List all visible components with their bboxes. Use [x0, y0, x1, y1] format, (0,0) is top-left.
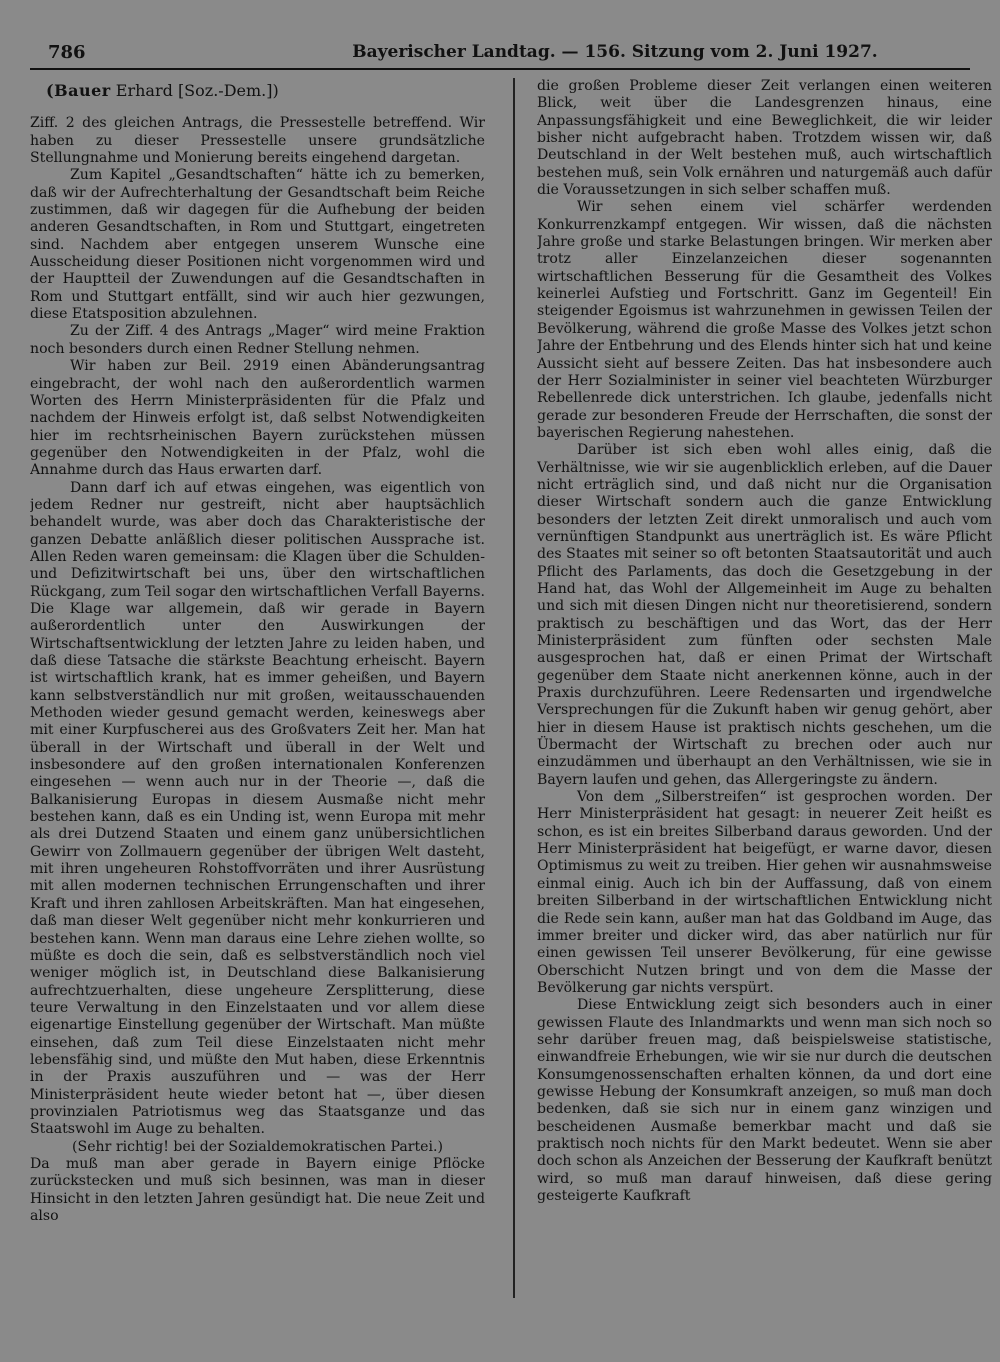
speaker-line: [46, 82, 485, 99]
speaker-surname: (Bauer: [46, 81, 111, 100]
left-column: [30, 78, 485, 1348]
paragraph: Wir haben zur Beil. 2919 einen Abänderungsantrag eingebracht, der wohl nach den außerordentlich warmen Worten des Herrn Ministerpräsidenten für die Pfalz und nachdem der Hinweis erfolgt ist, daß selbst Notwendigkeiten hier im rechtsrheinischen Bayern zurückstehen müssen gegenüber den Notwendigkeiten in der Pfalz, wohl die Annahme durch das Haus erwarten darf.: [30, 358, 485, 479]
paragraph: Wir sehen einem viel schärfer werdenden Konkurrenzkampf entgegen. Wir wissen, daß die nächsten Jahre große und starke Belastungen bringen. Wir merken aber trotz aller Einzelanzeichen dieser sogenannten wirtschaftlichen Besserung für die Gesamtheit des Volkes keinerlei Aufstieg und Fortschritt. Ganz im Gegenteil! Ein steigender Egoismus ist wahrzunehmen in gewissen Teilen der Bevölkerung, während die große Masse des Volkes jetzt schon Jahre der Entbehrung und des Elends hinter sich hat und keine Aussicht sieht auf bessere Zeiten. Das hat insbesondere auch der Herr Sozialminister in seiner viel beachteten Würzburger Rebellenrede dick unterstrichen. Ich glaube, jedenfalls nicht gerade zur besonderen Freude der Herrschaften, die sonst der bayerischen Regierung nahestehen.: [537, 199, 992, 441]
paragraph: Ziff. 2 des gleichen Antrags, die Pressestelle betreffend. Wir haben zu dieser Pressestelle unsere grundsätzliche Stellungnahme und Monierung bereits eingehend dargetan.: [30, 115, 485, 167]
page-header: [30, 38, 970, 70]
speaker-details: Erhard [Soz.-Dem.]): [110, 81, 279, 100]
paragraph: Darüber ist sich eben wohl alles einig, daß die Verhältnisse, wie wir sie augenblicklich erleben, auf die Dauer nicht erträglich sind, und daß nicht nur die Organisation dieser Wirtschaft sondern auch die ganze Entwicklung besonders der letzten Zeit direkt unmoralisch und auch vom vernünftigen Standpunkt aus unerträglich ist. Es wäre Pflicht des Staates mit seiner so oft betonten Staatsautorität und auch Pflicht des Parlaments, das doch die Gesetzgebung in der Hand hat, das Wohl der Allgemeinheit im Auge zu behalten und sich mit diesen Dingen nicht nur theoretisierend, sondern praktisch zu beschäftigen und das Wort, das der Herr Ministerpräsident zum fünften oder sechsten Male ausgesprochen hat, daß er einen Primat der Wirtschaft gegenüber dem Staate nicht anerkennen könne, auch in der Praxis durchzuführen. Leere Redensarten und irgendwelche Versprechungen für die Zukunft haben wir genug gehört, aber hier in diesem Hause ist praktisch nichts geschehen, um die Übermacht der Wirtschaft zu brechen oder auch nur einzudämmen und überhaupt an den Verhältnissen, wie sie in Bayern laufen und gehen, das Allergeringste zu ändern.: [537, 442, 992, 788]
running-head: Bayerischer Landtag. — 156. Sitzung vom 2. Juni 1927.: [352, 42, 878, 62]
interjection: (Sehr richtig! bei der Sozialdemokratischen Partei.): [72, 1138, 443, 1155]
paragraph: Von dem „Silberstreifen“ ist gesprochen worden. Der Herr Ministerpräsident hat gesagt: in neuerer Zeit heißt es schon, es ist ein breites Silberband daraus geworden. Und der Herr Ministerpräsident hat beigefügt, er warne davor, diesen Optimismus zu weit zu treiben. Hier gehen wir ausnahmsweise einmal einig. Auch ich bin der Auffassung, daß von einem breiten Silberband in der wirtschaftlichen Entwicklung nicht die Rede sein kann, außer man hat das Goldband im Auge, das immer breiter und dicker wird, das aber natürlich nur für einen gewissen Teil unserer Bevölkerung, für eine gewisse Oberschicht Nutzen bringt und von dem die Masse der Bevölkerung gar nichts verspürt.: [537, 789, 992, 996]
paragraph: Dann darf ich auf etwas eingehen, was eigentlich von jedem Redner nur gestreift, nicht aber hauptsächlich behandelt wurde, was aber doch das Charakteristische der ganzen Debatte anläßlich dieser politischen Aussprache ist. Allen Reden waren gemeinsam: die Klagen über die Schulden- und Defizitwirtschaft bei uns, über den wirtschaftlichen Rückgang, zum Teil sogar den wirtschaftlichen Verfall Bayerns. Die Klage war allgemein, daß wir gerade in Bayern außerordentlich unter den Auswirkungen der Wirtschaftsentwicklung der letzten Jahre zu leiden haben, und daß diese Tatsache die stärkste Beachtung erheischt. Bayern ist wirtschaftlich krank, hat es immer geheißen, und Bayern kann selbstverständlich nur mit großen, weitausschauenden Methoden wieder gesund gemacht werden, keineswegs aber mit einer Kurpfuscherei aus des Großvaters Zeit her. Man hat überall in der Wirtschaft und überall in der Welt und insbesondere auf den großen internationalen Konferenzen eingesehen — wenn auch nur in der Theorie —, daß die Balkanisierung Europas in diesem Ausmaße nicht mehr bestehen kann, daß es ein Unding ist, wenn Europa mit mehr als drei Dutzend Staaten und einem ganz unübersichtlichen Gewirr von Zollmauern gegenüber der übrigen Welt dasteht, mit ihren ungeheuren Rohstoffvorräten und ihrer Ausrüstung mit allen modernen technischen Errungenschaften und ihrer Kraft und ihren zahllosen Arbeitskräften. Man hat eingesehen, daß man dieser Welt gegenüber nicht mehr konkurrieren und bestehen kann. Wenn man daraus eine Lehre ziehen wollte, so müßte es doch die sein, daß es selbstverständlich noch viel weniger möglich ist, in Deutschland diese Balkanisierung aufrechtzuerhalten, diese ungeheure Zersplitterung, diese teure Verwaltung in den Einzelstaaten und vor allem diese eigenartige Einstellung gegenüber der Wirtschaft. Man müßte einsehen, daß zum Teil diese Einzelstaaten nicht mehr lebensfähig sind, und müßte den Mut haben, diese Erkenntnis in der Praxis auszuführen und — was der Herr Ministerpräsident heute wieder betont hat —, über diesen provinzialen Patriotismus weg das Staatsganze und das Staatswohl im Auge zu behalten.: [30, 479, 485, 1138]
paragraph: Diese Entwicklung zeigt sich besonders auch in einer gewissen Flaute des Inlandmarkts und wenn man sich noch so sehr darüber freuen mag, daß beispielsweise statistische, einwandfreie Erhebungen, wie wir sie nur durch die deutschen Konsumgenossenschaften erhalten können, da und dort eine gewisse Hebung der Konsumkraft anzeigen, so muß man doch bedenken, daß sie sich nur in einem ganz winzigen und bescheidenen Ausmaße bemerkbar macht und daß sie praktisch noch nichts für den Markt bedeutet. Wenn sie aber doch schon als Anzeichen der Besserung der Kaufkraft benützt wird, so muß man darauf hinweisen, daß diese gering gesteigerte Kaufkraft: [537, 997, 992, 1204]
paragraph: Da muß man aber gerade in Bayern einige Pflöcke zurückstecken und muß sich besinnen, was man in dieser Hinsicht in den letzten Jahren gesündigt hat. Die neue Zeit und also: [30, 1155, 485, 1224]
right-column: [537, 78, 992, 1348]
page-number: 786: [48, 42, 86, 63]
column-divider: [513, 78, 515, 1298]
paragraph: Zum Kapitel „Gesandtschaften“ hätte ich zu bemerken, daß wir der Aufrechterhaltung der Gesandtschaft beim Reiche zustimmen, daß wir dagegen für die Aufhebung der beiden anderen Gesandtschaften, in Rom und Stuttgart, eingetreten sind. Nachdem aber entgegen unserem Wunsche eine Ausscheidung dieser Positionen nicht vorgenommen wird und der Hauptteil der Zuwendungen auf die Gesandtschaften in Rom und Stuttgart entfällt, sind wir auch hier gezwungen, diese Etatsposition abzulehnen.: [30, 167, 485, 323]
paragraph: Zu der Ziff. 4 des Antrags „Mager“ wird meine Fraktion noch besonders durch einen Redner Stellung nehmen.: [30, 323, 485, 357]
paragraph: die großen Probleme dieser Zeit verlangen einen weiteren Blick, weit über die Landesgrenzen hinaus, eine Anpassungsfähigkeit und eine Beweglichkeit, die wir leider bisher nicht aufgebracht haben. Trotzdem wissen wir, daß Deutschland in der Welt bestehen muß, auch wirtschaftlich bestehen muß, sein Volk ernähren und naturgemäß auch dafür die Voraussetzungen in sich selber schaffen muß.: [537, 78, 992, 199]
